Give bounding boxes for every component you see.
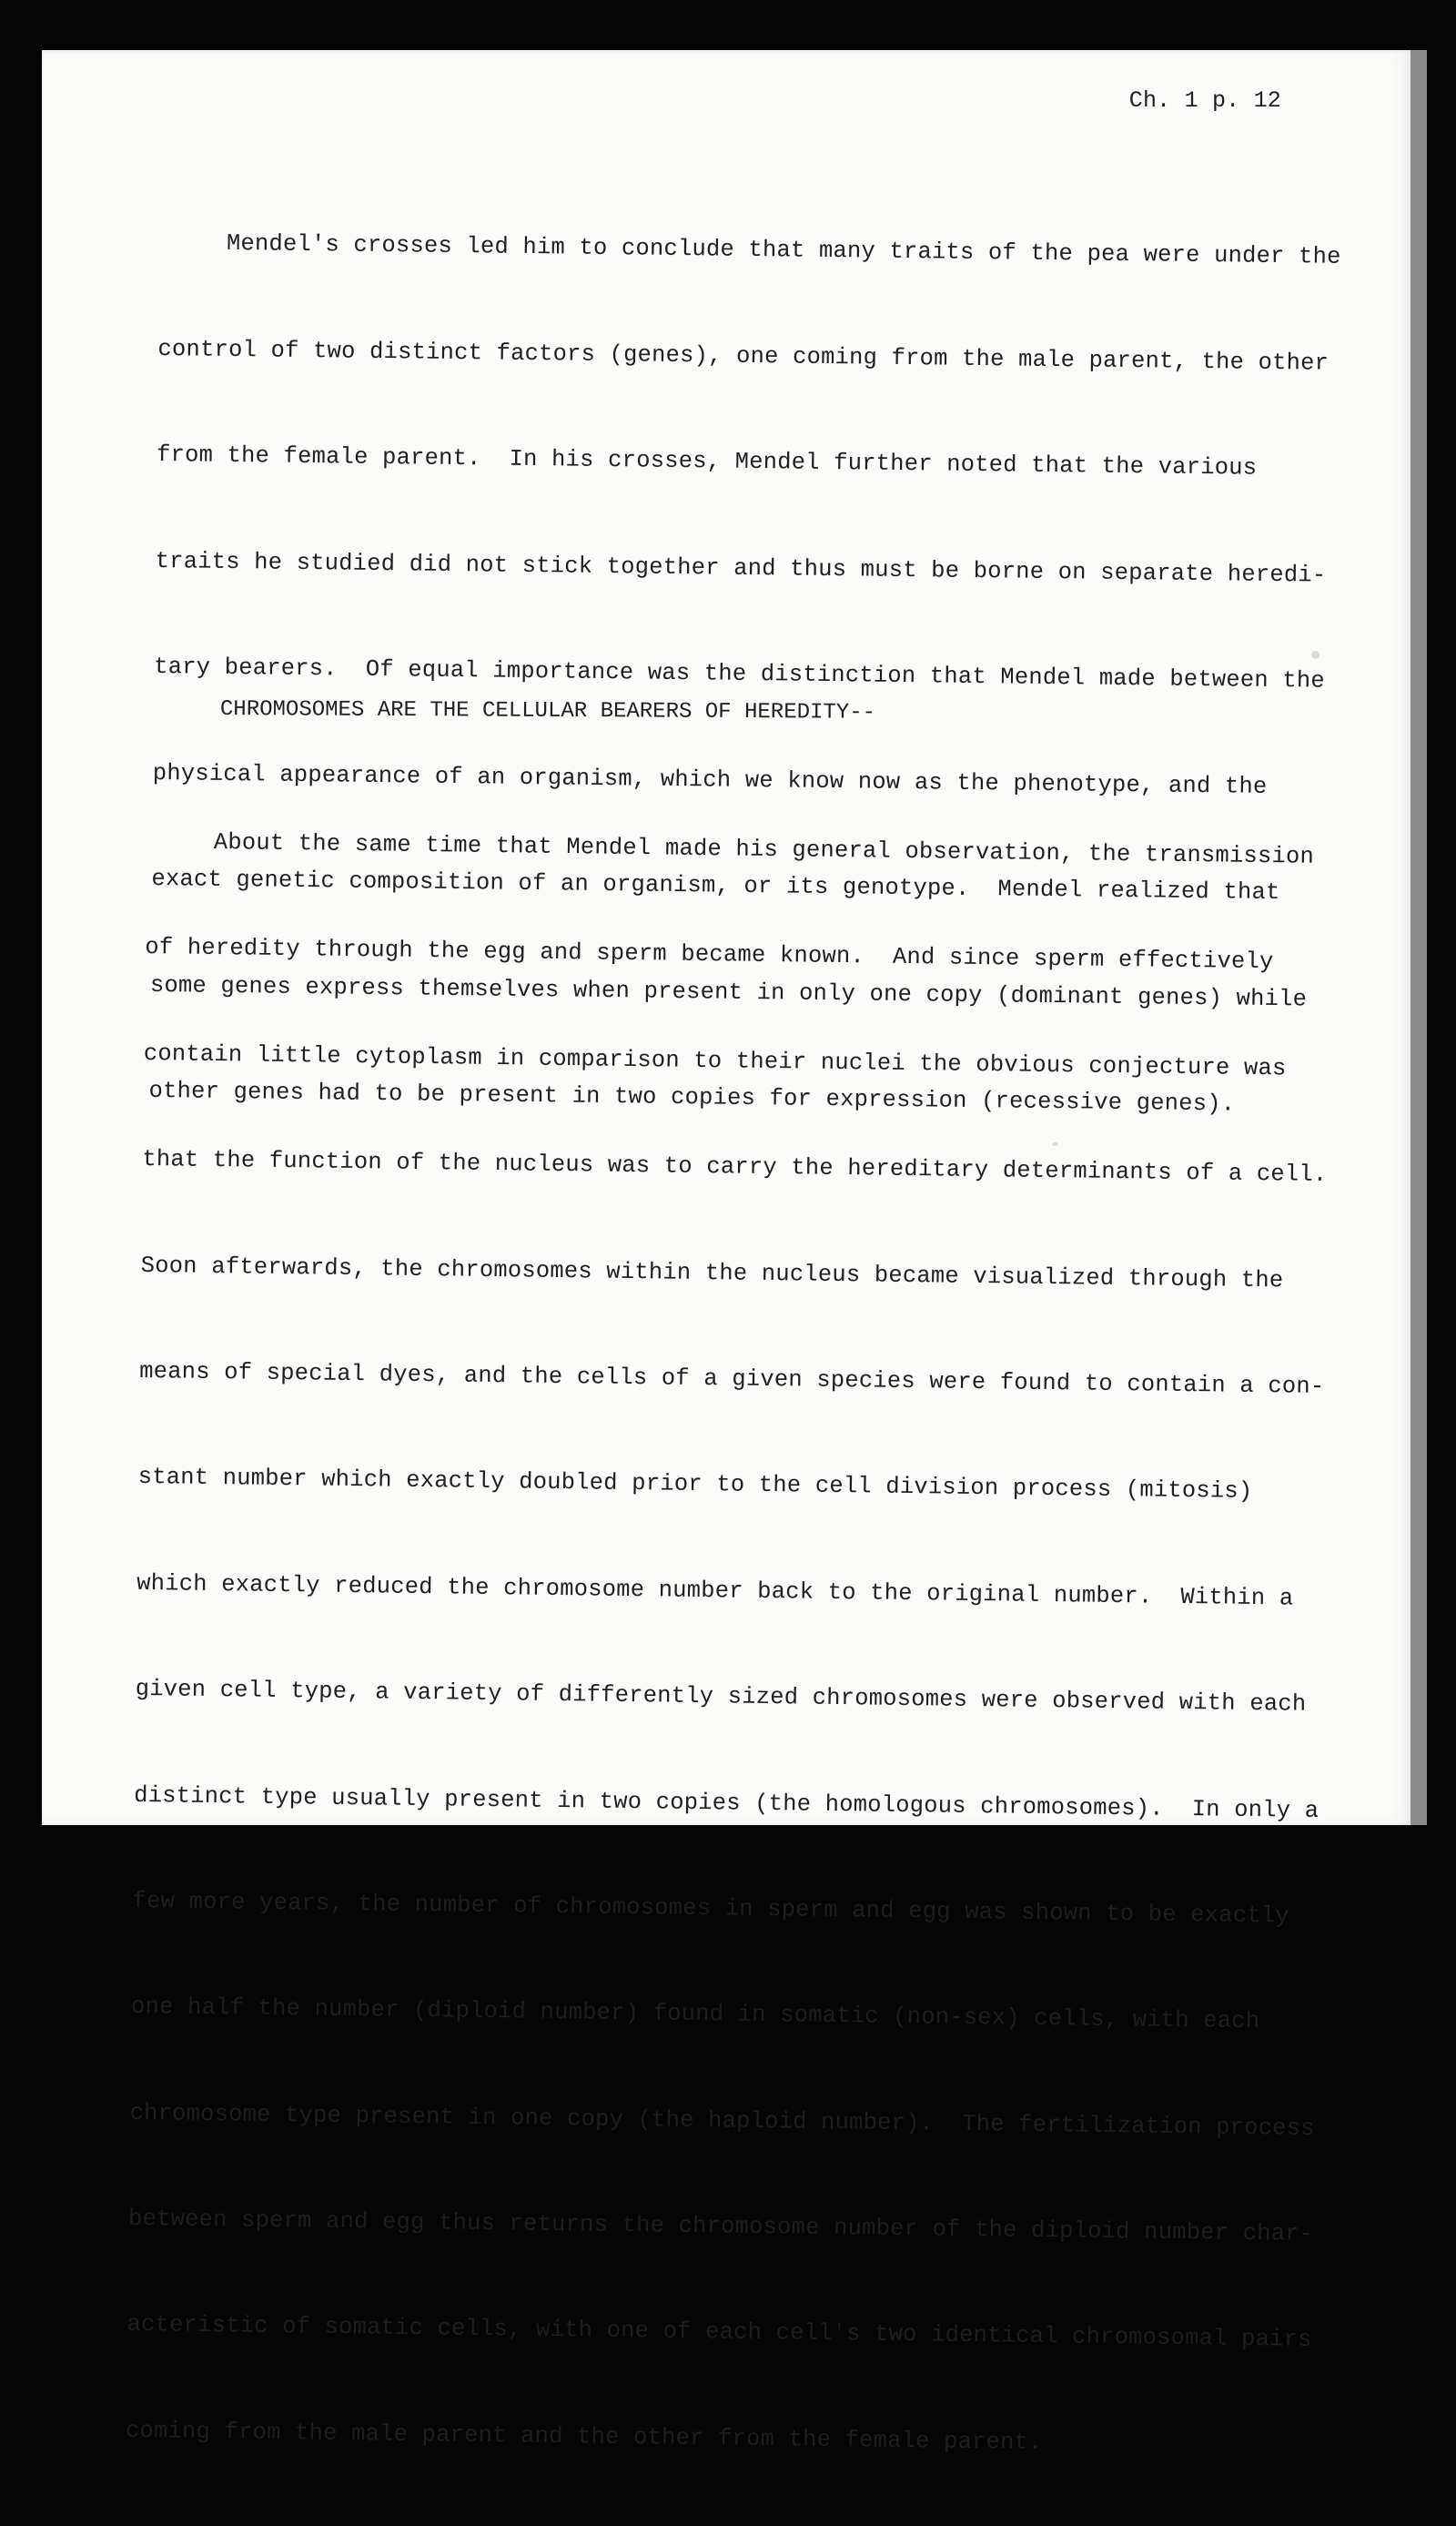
page-number-header: Ch. 1 p. 12 (1128, 87, 1281, 114)
text-line: control of two distinct factors (genes), one coming from the male parent, the other (157, 335, 1330, 377)
text-line: of heredity through the egg and sperm became known. And since sperm effectively (145, 934, 1274, 976)
page-edge (1410, 50, 1427, 1825)
text-line: stant number which exactly doubled prior to the cell division process (mitosis) (137, 1464, 1253, 1506)
text-line: one half the number (diploid number) found in somatic (non-sex) cells, with each (130, 1993, 1260, 2035)
text-line: given cell type, a variety of differently sized chromosomes were observed with each (135, 1676, 1307, 1718)
text-line: other genes had to be present in two copies for expression (recessive genes). (148, 1077, 1236, 1118)
text-line: physical appearance of an organism, which we know now as the phenotype, and the (152, 759, 1268, 800)
text-line: that the function of the nucleus was to carry the hereditary determinants of a cell. (142, 1146, 1328, 1189)
text-line: Soon afterwards, the chromosomes within the nucleus became visualized through the (140, 1252, 1284, 1293)
text-line: exact genetic composition of an organism, or its genotype. Mendel realized that (151, 865, 1280, 907)
text-line: tary bearers. Of equal importance was the distinction that Mendel made between the (154, 653, 1326, 695)
text-line: coming from the male parent and the other from the female parent. (125, 2417, 1043, 2456)
paragraph-chromosomes (125, 763, 1328, 2525)
section-heading: CHROMOSOMES ARE THE CELLULAR BEARERS OF HEREDITY-- (219, 697, 876, 725)
text-line: which exactly reduced the chromosome number back to the original number. Within a (136, 1569, 1294, 1612)
text-line: between sperm and egg thus returns the chromosome number of the diploid number char- (127, 2205, 1314, 2247)
text-line: contain little cytoplasm in comparison to their nuclei the obvious conjecture was (143, 1040, 1287, 1082)
text-line: few more years, the number of chromosomes in sperm and egg was shown to be exactly (132, 1887, 1289, 1930)
text-line: some genes express themselves when present in only one copy (dominant genes) while (149, 971, 1308, 1012)
text-line: About the same time that Mendel made his general observation, the transmission (213, 828, 1315, 870)
text-line: Mendel's crosses led him to conclude that many traits of the pea were under the (226, 229, 1341, 270)
dust-speck (1311, 651, 1320, 659)
text-line: traits he studied did not stick together and thus must be borne on separate heredi- (155, 547, 1327, 589)
text-line: chromosome type present in one copy (the haploid number). The fertilization process (129, 2099, 1315, 2142)
text-line: acteristic of somatic cells, with one of each cell's two identical chromosomal pairs (126, 2311, 1312, 2354)
text-line: from the female parent. In his crosses, Mendel further noted that the various (156, 441, 1258, 482)
text-line: means of special dyes, and the cells of a given species were found to contain a con- (139, 1357, 1325, 1400)
text-line: distinct type usually present in two copies (the homologous chromosomes). In only a (133, 1781, 1320, 1824)
